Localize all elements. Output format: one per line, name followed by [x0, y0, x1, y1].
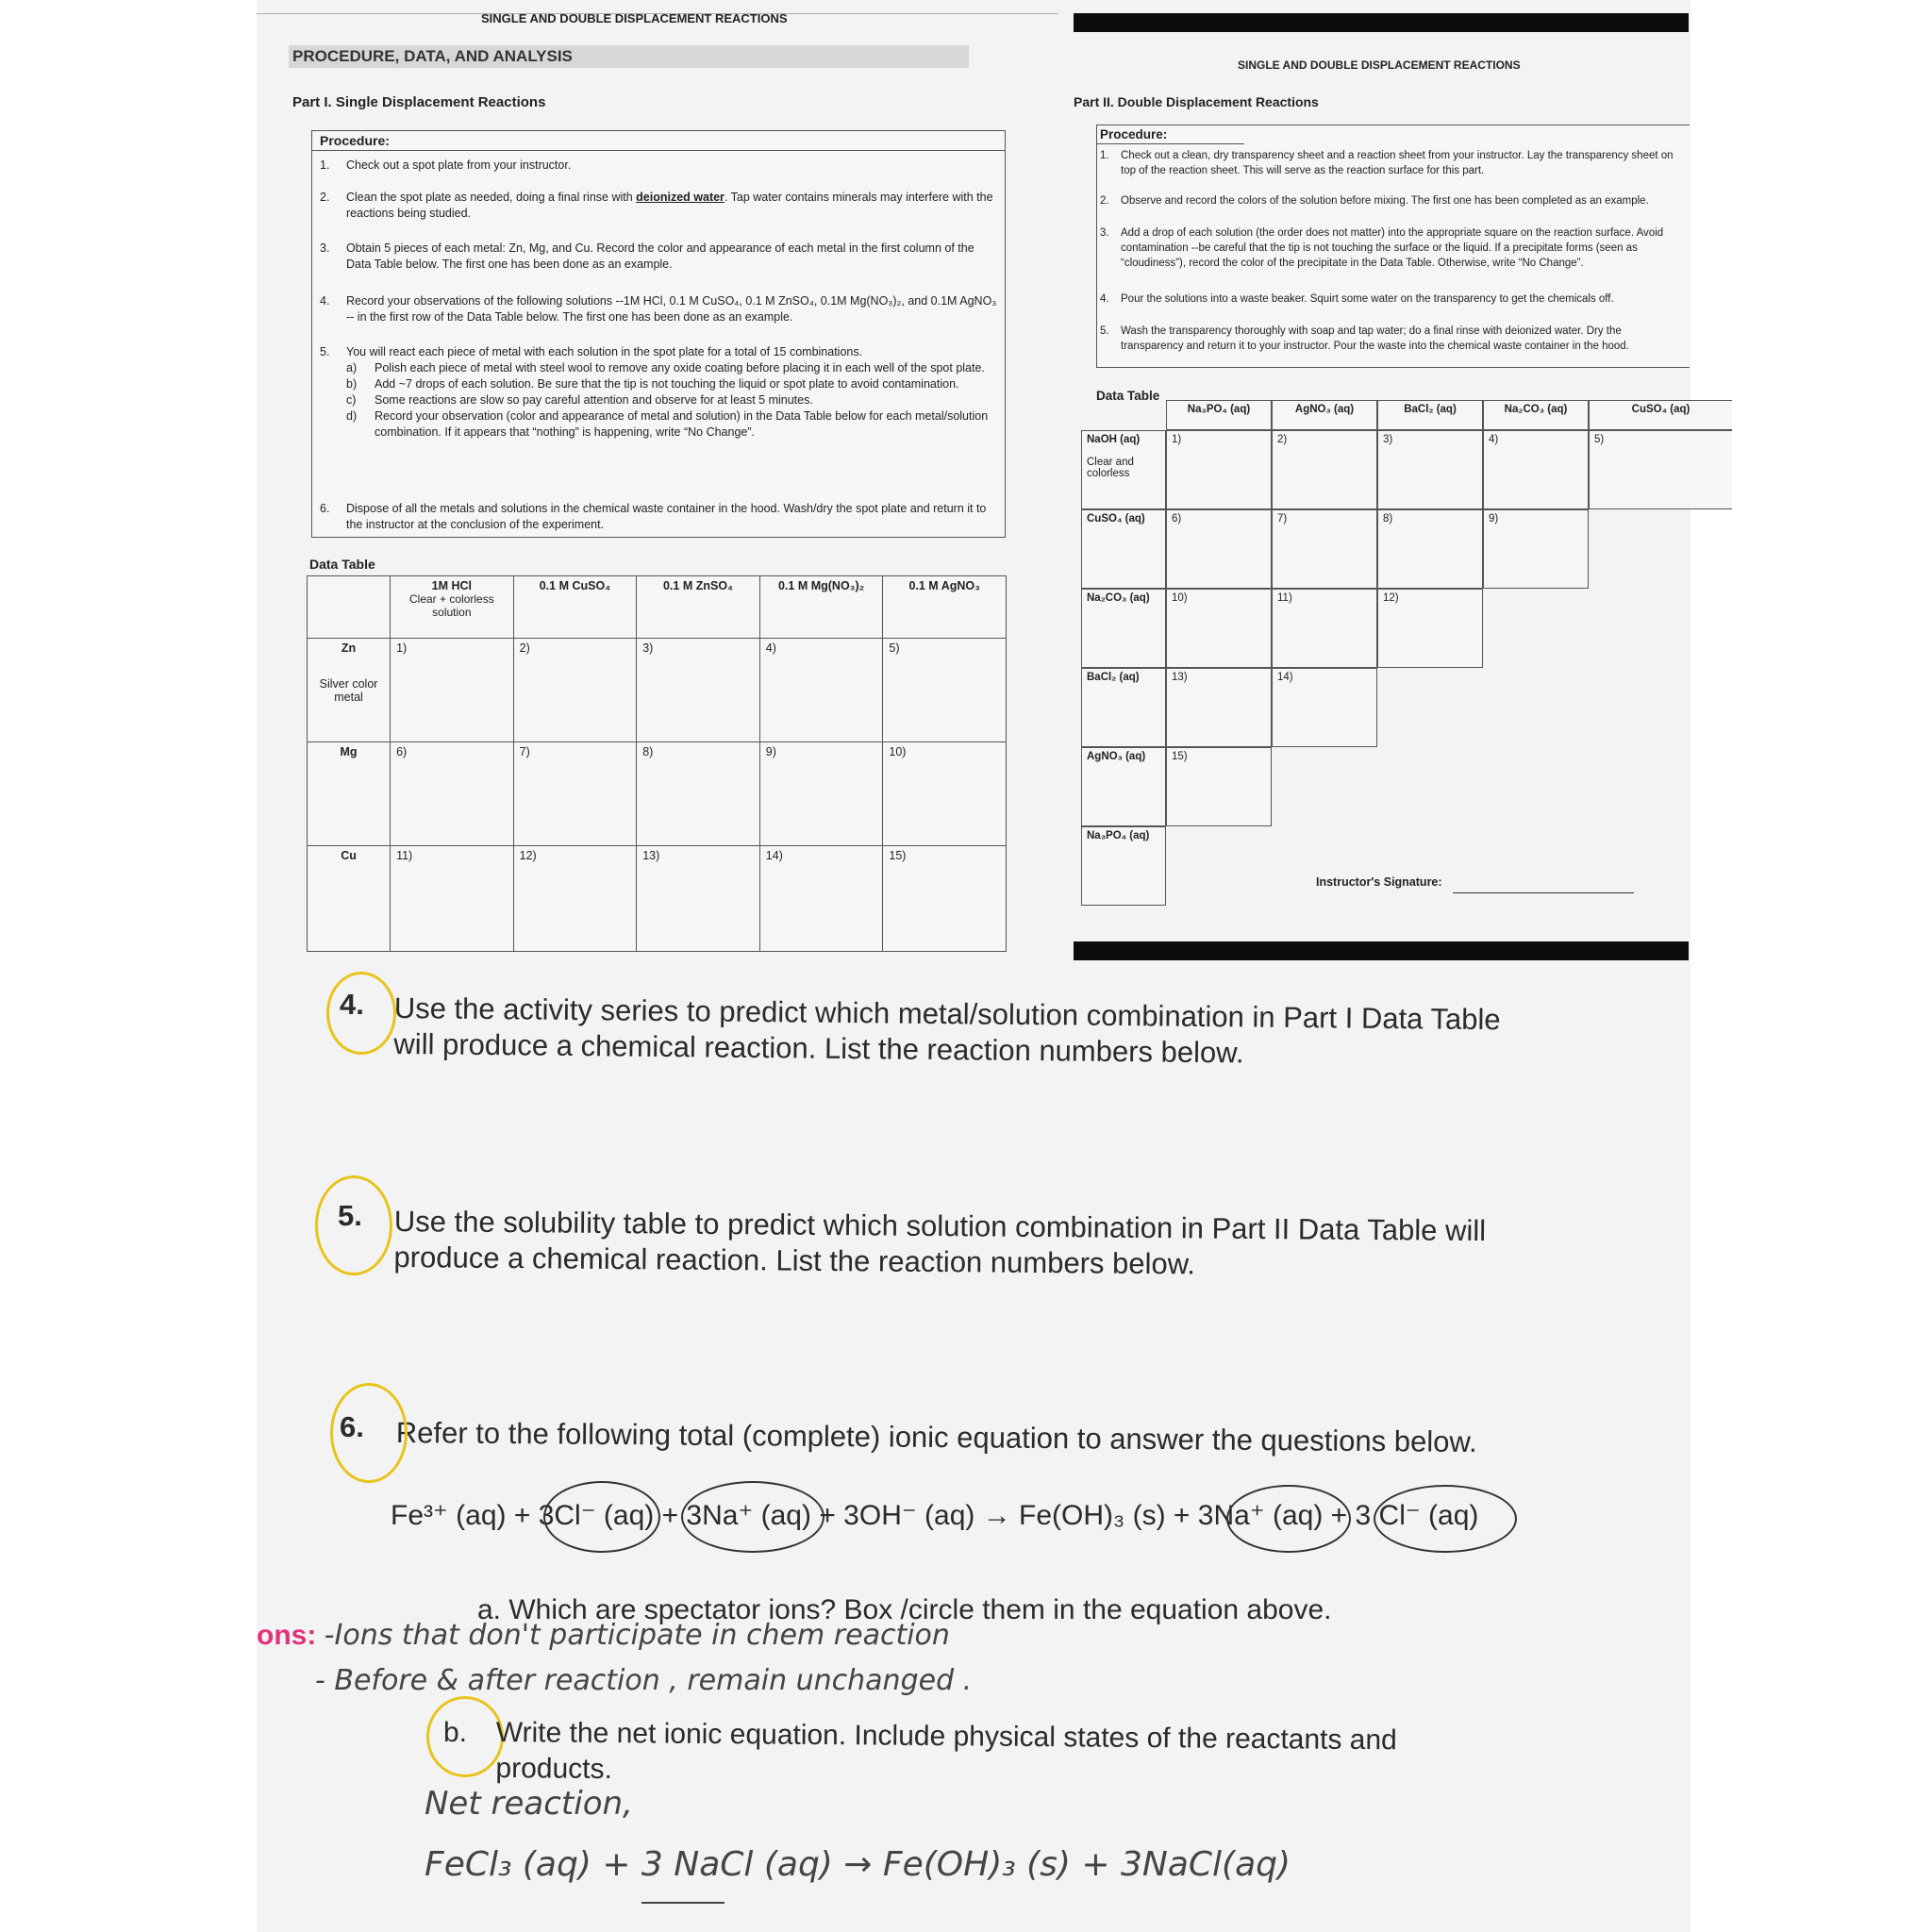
procedure-step-4: 4. Record your observations of the following solutions --1M HCl, 0.1 M CuSO₄, 0.1 M ZnSO₄, 0.1M Mg(NO₃)₂, and 0.1M AgNO₃ -- in the first row of the Data Table below. The first one has been done as an example. [320, 294, 997, 324]
procedure-step-3: 3. Obtain 5 pieces of each metal: Zn, Mg, and Cu. Record the color and appearance of each metal in the first column of the Data Table below. The first one has been done as an example. [320, 242, 974, 271]
part2-col-header: CuSO₄ (aq) [1589, 400, 1732, 430]
part2-step-3: 3. Add a drop of each solution (the order does not matter) into the appropriate square on the reaction surface. Avoid contamination --be careful that the tip is not touching the surface or the liquid. If a precipitate forms (seen as “cloudiness”), record the color of the precipitate in the Data Table. Otherwise, write “No Change”. [1100, 227, 1664, 269]
part2-row-header: Na₃PO₄ (aq) [1081, 826, 1166, 906]
part1-procedure-box [311, 130, 1006, 538]
part2-cell[interactable]: 6) [1166, 509, 1272, 589]
part2-row-header: AgNO₃ (aq) [1081, 747, 1166, 826]
col-znso4: 0.1 M ZnSO₄ [637, 576, 760, 639]
spectator-circle-cl-left [543, 1481, 660, 1553]
cell-9[interactable]: 9) [759, 742, 883, 846]
naoh-observation: Clear and colorless [1087, 457, 1134, 479]
substep-c: c) Some reactions are slow so pay careful attention and observe for at least 5 minutes. [346, 393, 813, 407]
part2-cell[interactable]: 15) [1166, 747, 1272, 826]
part2-col-header: BaCl₂ (aq) [1377, 400, 1483, 430]
part2-cell[interactable]: 5) [1589, 430, 1732, 509]
q5-number: 5. [338, 1199, 362, 1232]
part2-row-header: NaOH (aq) Clear and colorless [1081, 430, 1166, 509]
part2-col-header: Na₂CO₃ (aq) [1483, 400, 1589, 430]
ions-label: ons: [257, 1620, 317, 1651]
nacl-underline [641, 1902, 724, 1904]
part2-step-1: 1. Check out a clean, dry transparency sheet and a reaction sheet from your instructor. Lay the transparency sheet on top of the reaction sheet. This will serve as the reaction surface for this part. [1100, 150, 1674, 176]
part2-cell[interactable]: 10) [1166, 589, 1272, 668]
section-title: PROCEDURE, DATA, AND ANALYSIS [289, 45, 969, 68]
row-mg [308, 742, 1007, 846]
q4-number: 4. [340, 988, 364, 1021]
part2-col-header: Na₃PO₄ (aq) [1166, 400, 1272, 430]
part2-cell[interactable]: 7) [1272, 509, 1377, 589]
cell-4[interactable]: 4) [759, 639, 883, 742]
part2-cell[interactable]: 13) [1166, 668, 1272, 747]
substep-a: a) Polish each piece of metal with steel wool to remove any oxide coating before placing it in each well of the spot plate. [346, 361, 985, 375]
q6b-label: b. [443, 1717, 468, 1748]
part2-title: Part II. Double Displacement Reactions [1074, 94, 1319, 109]
cell-2[interactable]: 2) [513, 639, 637, 742]
col-cuso4: 0.1 M CuSO₄ [513, 576, 637, 639]
spectator-circle-na-right [1226, 1485, 1351, 1553]
part2-col-header: AgNO₃ (aq) [1272, 400, 1377, 430]
cell-7[interactable]: 7) [513, 742, 637, 846]
part1-data-table [307, 575, 1007, 952]
hcl-observation: Clear + colorless solution [409, 592, 494, 619]
net-reaction-label: Net reaction, [425, 1785, 633, 1823]
procedure-step-1: 1. Check out a spot plate from your instructor. [320, 158, 572, 172]
part2-row-header: BaCl₂ (aq) [1081, 668, 1166, 747]
procedure-step-6: 6. Dispose of all the metals and solutions in the chemical waste container in the hood. Wash/dry the spot plate and return it to the instructor at the conclusion of the experiment. [320, 502, 987, 531]
handwritten-line-1: -Ions that don't participate in chem reaction [324, 1619, 950, 1652]
part2-cell[interactable]: 8) [1377, 509, 1483, 589]
signature-label: Instructor's Signature: [1316, 875, 1442, 889]
q4-highlight-ring [326, 972, 396, 1055]
part2-data-table-title: Data Table [1096, 389, 1160, 403]
corner-cell [308, 576, 391, 639]
q6-highlight-ring [330, 1383, 408, 1483]
cell-8[interactable]: 8) [637, 742, 760, 846]
net-reaction-equation: FeCl₃ (aq) + 3 NaCl (aq) → Fe(OH)₃ (s) + 3NaCl(aq) [425, 1845, 1291, 1884]
q5-text: Use the solubility table to predict which solution combination in Part II Data Table will produce a chemical reaction. List the reaction numbers below. [393, 1205, 1487, 1281]
cell-5[interactable]: 5) [883, 639, 1007, 742]
substep-d: d) Record your observation (color and appearance of metal and solution) in the Data Table below for each metal/solution combination. If it appears that “nothing” is happening, write “No Change”. [346, 409, 989, 439]
q6b-highlight-ring [426, 1696, 504, 1777]
handwritten-answer-a [257, 1619, 950, 1652]
part2-cell[interactable]: 9) [1483, 509, 1589, 589]
left-header: SINGLE AND DOUBLE DISPLACEMENT REACTIONS [481, 11, 788, 25]
cell-12[interactable]: 12) [513, 846, 637, 952]
part2-cell[interactable]: 14) [1272, 668, 1377, 747]
cell-3[interactable]: 3) [637, 639, 760, 742]
cell-1[interactable]: 1) [391, 639, 514, 742]
part2-step-5: 5. Wash the transparency thoroughly with soap and tap water; do a final rinse with deionized water. Dry the transparency and return it to your instructor. Pour the waste into the chemical waste container in the hood. [1100, 325, 1629, 352]
cell-13[interactable]: 13) [637, 846, 760, 952]
part1-data-table-title: Data Table [309, 557, 375, 572]
procedure-heading: Procedure: [312, 131, 1005, 151]
row-zn [308, 639, 1007, 742]
part2-cell[interactable]: 2) [1272, 430, 1377, 509]
cell-15[interactable]: 15) [883, 846, 1007, 952]
cell-6[interactable]: 6) [391, 742, 514, 846]
zn-observation: Silver color metal [319, 677, 378, 704]
q6b-text: Write the net ionic equation. Include physical states of the reactants and products. [495, 1716, 1397, 1786]
part2-cell[interactable]: 1) [1166, 430, 1272, 509]
q4-text: Use the activity series to predict which metal/solution combination in Part I Data Table will produce a chemical reaction. List the reaction numbers below. [393, 991, 1501, 1070]
procedure-step-2: 2. Clean the spot plate as needed, doing a final rinse with deionized water. Tap water contains minerals may interfere with the reactions being studied. [320, 191, 993, 220]
part1-title: Part I. Single Displacement Reactions [292, 94, 546, 110]
bottom-black-bar [1074, 941, 1689, 960]
signature-line[interactable] [1453, 892, 1634, 893]
handwritten-line-2: - Before & after reaction , remain unchanged . [315, 1664, 973, 1697]
cell-11[interactable]: 11) [391, 846, 514, 952]
procedure-step-5: 5. You will react each piece of metal with each solution in the spot plate for a total of 15 combinations. a) Polish each piece of metal with steel wool to remove any oxide coating before placing it in each well of the spot plate. b) Add ~7 drops of each solution. Be sure that the tip is not touching the liquid or spot plate to avoid contamination. c) Some reactions are slow so pay careful attention and observe for at least 5 minutes. d) Record your observation (color and appearance of metal and solution) in the Data Table below for each metal/solution combination. If it appears that “nothing” is happening, write “No Change”. [320, 344, 997, 441]
col-agno3: 0.1 M AgNO₃ [883, 576, 1007, 639]
row-cu [308, 846, 1007, 952]
ionic-equation: Fe³⁺ (aq) + 3Cl⁻ (aq) + 3Na⁺ (aq) + 3OH⁻ (aq) → Fe(OH)₃ (s) + 3Na⁺ (aq) + 3 Cl⁻ (aq) [391, 1500, 1479, 1531]
col-mgno3: 0.1 M Mg(NO₃)₂ [759, 576, 883, 639]
part2-step-4: 4. Pour the solutions into a waste beaker. Squirt some water on the transparency to get the chemicals off. [1100, 293, 1614, 305]
substep-b: b) Add ~7 drops of each solution. Be sure that the tip is not touching the liquid or spot plate to avoid contamination. [346, 377, 959, 391]
right-header: SINGLE AND DOUBLE DISPLACEMENT REACTIONS [1238, 58, 1521, 72]
part2-procedure-heading: Procedure: [1097, 125, 1244, 144]
row-label-cu: Cu [308, 846, 391, 952]
top-black-bar [1074, 13, 1689, 32]
part2-cell[interactable]: 12) [1377, 589, 1483, 668]
q6-number: 6. [340, 1410, 364, 1443]
part2-row-header: Na₂CO₃ (aq) [1081, 589, 1166, 668]
cell-10[interactable]: 10) [883, 742, 1007, 846]
spectator-circle-na-left [681, 1481, 824, 1553]
q6a-text: a. Which are spectator ions? Box /circle them in the equation above. [477, 1594, 1332, 1625]
row-label-zn: Zn Silver color metal [308, 639, 391, 742]
part2-step-2: 2. Observe and record the colors of the solution before mixing. The first one has been completed as an example. [1100, 195, 1649, 207]
col-hcl: 1M HCl Clear + colorless solution [391, 576, 514, 639]
part2-cell[interactable]: 4) [1483, 430, 1589, 509]
q5-highlight-ring [315, 1175, 392, 1275]
cell-14[interactable]: 14) [759, 846, 883, 952]
row-label-mg: Mg [308, 742, 391, 846]
part2-row-header: CuSO₄ (aq) [1081, 509, 1166, 589]
part2-cell[interactable]: 3) [1377, 430, 1483, 509]
part2-procedure-box [1096, 125, 1690, 368]
q6-text: Refer to the following total (complete) ionic equation to answer the questions below. [395, 1416, 1477, 1458]
part2-cell[interactable]: 11) [1272, 589, 1377, 668]
spectator-circle-cl-right [1374, 1485, 1517, 1553]
